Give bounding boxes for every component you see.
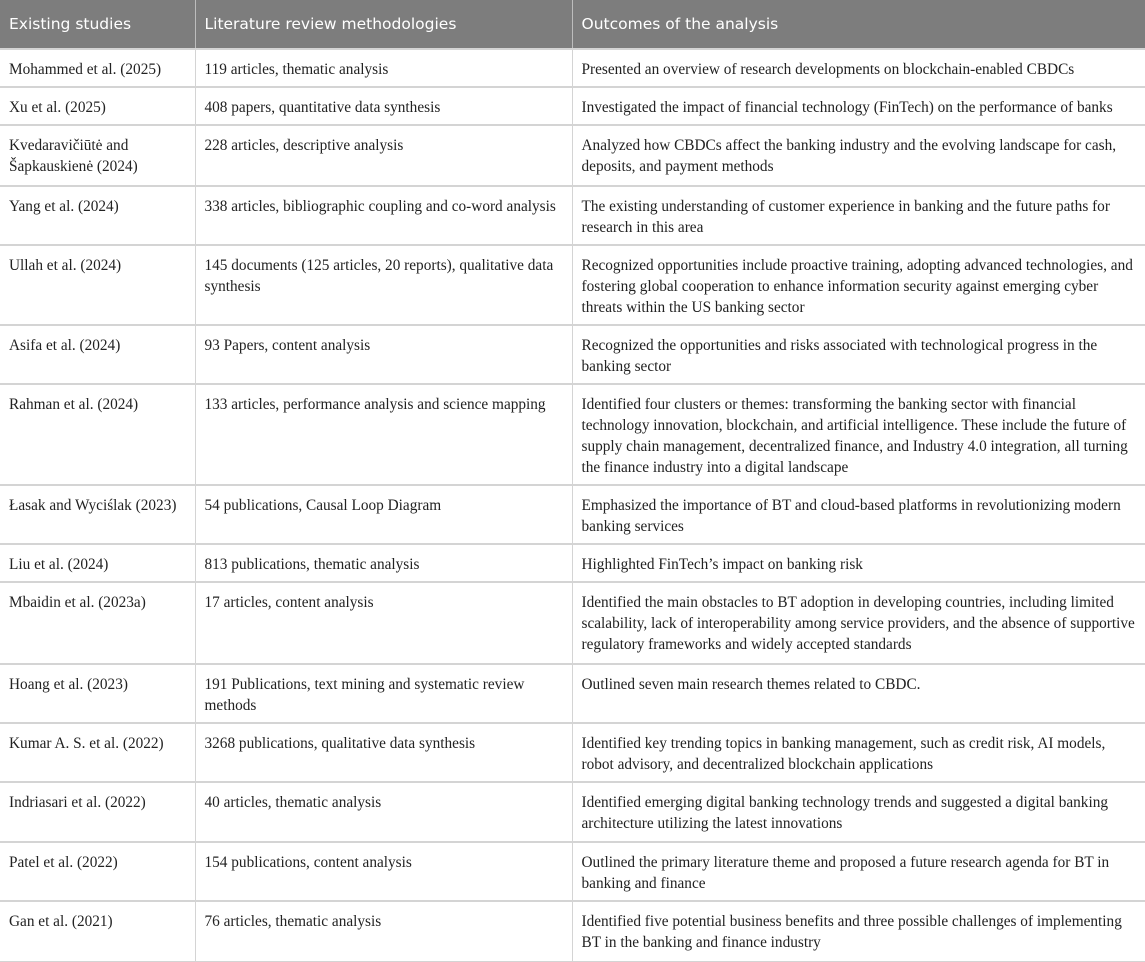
methodology-cell: 54 publications, Causal Loop Diagram <box>195 485 572 544</box>
methodology-cell: 3268 publications, qualitative data synthesis <box>195 723 572 782</box>
study-cell: Rahman et al. (2024) <box>0 384 195 485</box>
table-row <box>0 723 1145 782</box>
outcome-cell: Recognized the opportunities and risks associated with technological progress in the banking sector <box>572 325 1145 384</box>
table-row <box>0 384 1145 485</box>
table-row <box>0 544 1145 582</box>
study-cell: Hoang et al. (2023) <box>0 664 195 723</box>
study-cell: Kvedaravičiūtė and Šapkauskienė (2024) <box>0 125 195 186</box>
study-cell: Mohammed et al. (2025) <box>0 49 195 87</box>
header-existing-studies: Existing studies <box>0 0 195 49</box>
outcome-cell: Presented an overview of research developments on blockchain-enabled CBDCs <box>572 49 1145 87</box>
study-cell: Gan et al. (2021) <box>0 901 195 961</box>
methodology-cell: 338 articles, bibliographic coupling and co-word analysis <box>195 186 572 245</box>
table-row <box>0 245 1145 325</box>
header-outcomes: Outcomes of the analysis <box>572 0 1145 49</box>
table-row <box>0 485 1145 544</box>
table-row <box>0 582 1145 664</box>
outcome-cell: Recognized opportunities include proactive training, adopting advanced technologies, and fostering global cooperation to enhance information security against emerging cyber threats within the US banking sector <box>572 245 1145 325</box>
study-cell: Ullah et al. (2024) <box>0 245 195 325</box>
outcome-cell: Identified the main obstacles to BT adoption in developing countries, including limited scalability, lack of interoperability among service providers, and the absence of supportive regulatory frameworks and widely accepted standards <box>572 582 1145 664</box>
outcome-cell: Identified four clusters or themes: transforming the banking sector with financial technology innovation, blockchain, and artificial intelligence. These include the future of supply chain management, decentralized finance, and Industry 4.0 integration, all turning the finance industry into a digital landscape <box>572 384 1145 485</box>
methodology-cell: 133 articles, performance analysis and science mapping <box>195 384 572 485</box>
study-cell: Indriasari et al. (2022) <box>0 782 195 842</box>
methodology-cell: 813 publications, thematic analysis <box>195 544 572 582</box>
table-row <box>0 664 1145 723</box>
methodology-cell: 76 articles, thematic analysis <box>195 901 572 961</box>
study-cell: Mbaidin et al. (2023a) <box>0 582 195 664</box>
outcome-cell: Identified five potential business benefits and three possible challenges of implementing BT in the banking and finance industry <box>572 901 1145 961</box>
outcome-cell: Highlighted FinTech’s impact on banking risk <box>572 544 1145 582</box>
outcome-cell: The existing understanding of customer experience in banking and the future paths for research in this area <box>572 186 1145 245</box>
study-cell: Kumar A. S. et al. (2022) <box>0 723 195 782</box>
study-cell: Asifa et al. (2024) <box>0 325 195 384</box>
methodology-cell: 191 Publications, text mining and systematic review methods <box>195 664 572 723</box>
study-cell: Liu et al. (2024) <box>0 544 195 582</box>
outcome-cell: Investigated the impact of financial technology (FinTech) on the performance of banks <box>572 87 1145 125</box>
table-row <box>0 186 1145 245</box>
table-row <box>0 782 1145 842</box>
outcome-cell: Identified key trending topics in banking management, such as credit risk, AI models, robot advisory, and decentralized blockchain applications <box>572 723 1145 782</box>
table-row <box>0 842 1145 901</box>
header-methodologies: Literature review methodologies <box>195 0 572 49</box>
outcome-cell: Outlined the primary literature theme and proposed a future research agenda for BT in banking and finance <box>572 842 1145 901</box>
methodology-cell: 119 articles, thematic analysis <box>195 49 572 87</box>
outcome-cell: Identified emerging digital banking technology trends and suggested a digital banking architecture utilizing the latest innovations <box>572 782 1145 842</box>
outcome-cell: Emphasized the importance of BT and cloud-based platforms in revolutionizing modern banking services <box>572 485 1145 544</box>
table-row <box>0 325 1145 384</box>
outcome-cell: Outlined seven main research themes related to CBDC. <box>572 664 1145 723</box>
study-cell: Xu et al. (2025) <box>0 87 195 125</box>
table-row <box>0 901 1145 961</box>
table-row <box>0 125 1145 186</box>
table-row <box>0 49 1145 87</box>
table-row <box>0 87 1145 125</box>
methodology-cell: 228 articles, descriptive analysis <box>195 125 572 186</box>
methodology-cell: 40 articles, thematic analysis <box>195 782 572 842</box>
outcome-cell: Analyzed how CBDCs affect the banking industry and the evolving landscape for cash, deposits, and payment methods <box>572 125 1145 186</box>
study-cell: Łasak and Wyciślak (2023) <box>0 485 195 544</box>
methodology-cell: 145 documents (125 articles, 20 reports), qualitative data synthesis <box>195 245 572 325</box>
methodology-cell: 93 Papers, content analysis <box>195 325 572 384</box>
header-row <box>0 0 1145 49</box>
methodology-cell: 17 articles, content analysis <box>195 582 572 664</box>
methodology-cell: 408 papers, quantitative data synthesis <box>195 87 572 125</box>
study-cell: Patel et al. (2022) <box>0 842 195 901</box>
methodology-cell: 154 publications, content analysis <box>195 842 572 901</box>
study-cell: Yang et al. (2024) <box>0 186 195 245</box>
